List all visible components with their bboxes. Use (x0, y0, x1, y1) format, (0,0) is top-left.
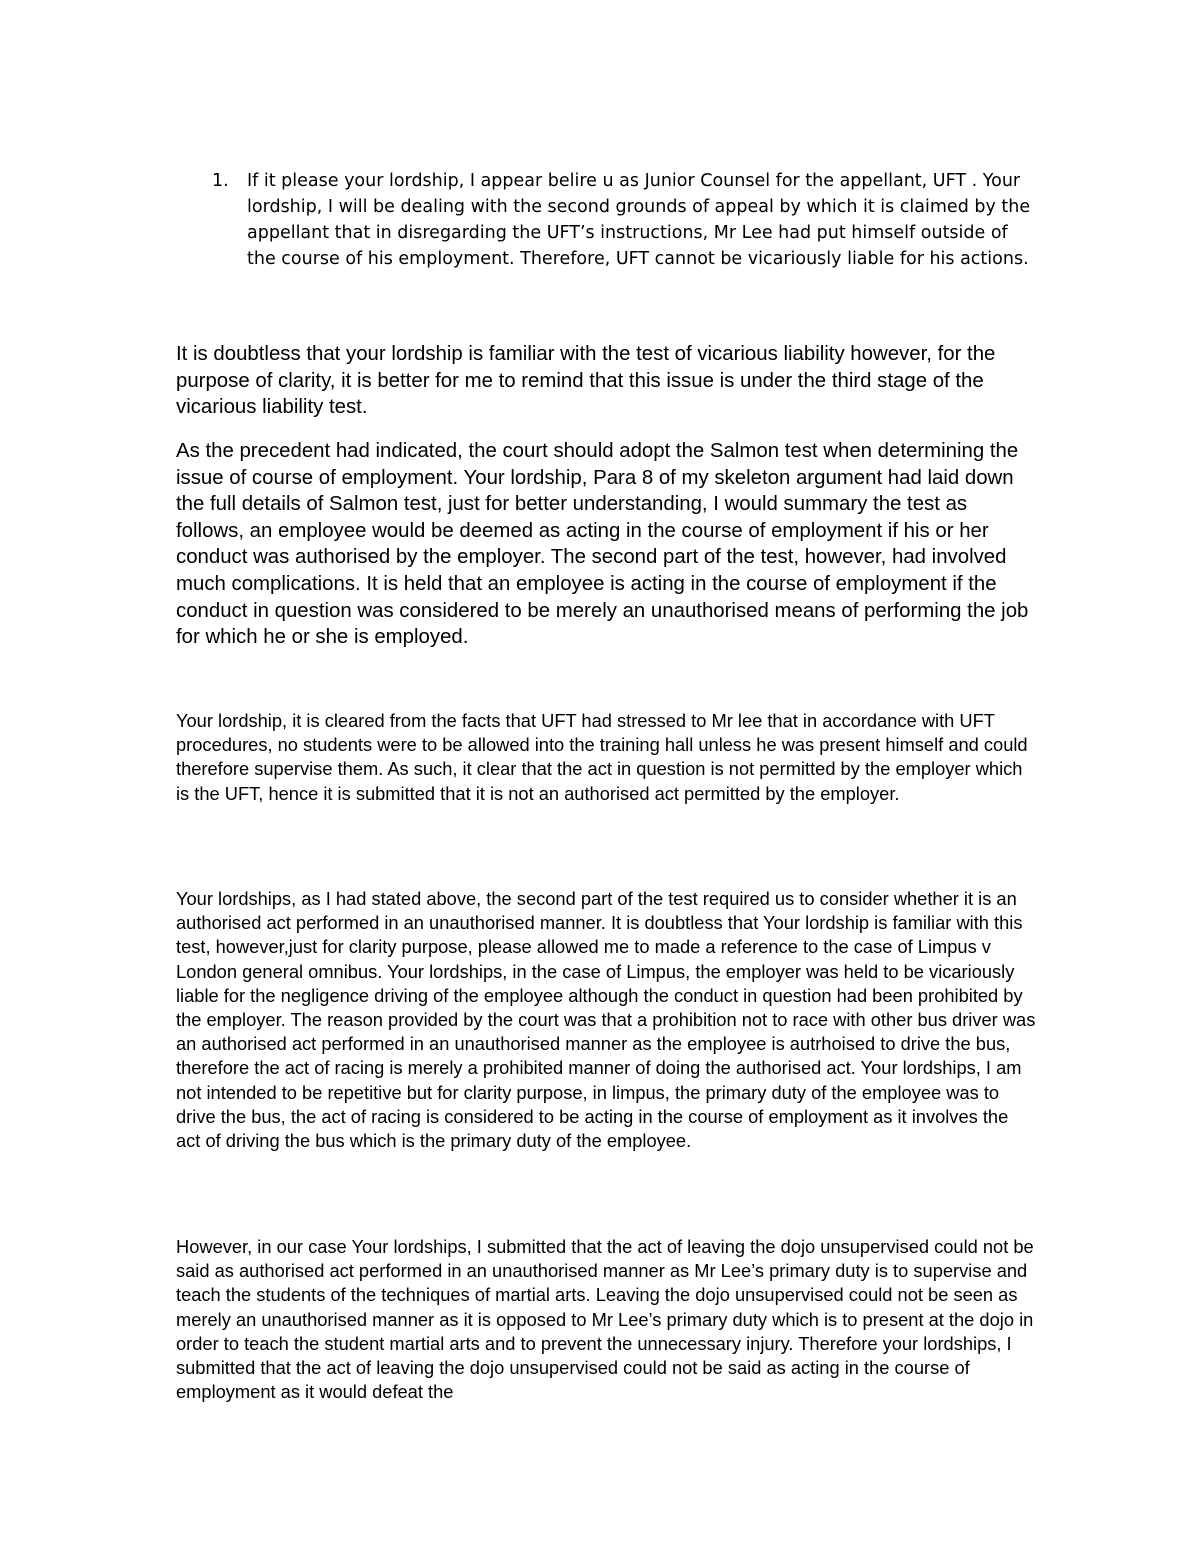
paragraph-uft-procedures: Your lordship, it is cleared from the facts that UFT had stressed to Mr lee that in accordance with UFT procedures, no students were to be allowed into the training hall unless he was present himself and could therefore supervise them. As such, it clear that the act in question is not permitted by the employer which is the UFT, hence it is submitted that it is not an authorised act permitted by the employer. (176, 710, 1028, 804)
paragraph-dojo-unsupervised: However, in our case Your lordships, I submitted that the act of leaving the dojo unsupervised could not be said as authorised act performed in an unauthorised manner as Mr Lee’s primary duty is to supervise and teach the students of the techniques of martial arts. Leaving the dojo unsupervised could not be seen as merely an unauthorised manner as it is opposed to Mr Lee’s primary duty which is to present at the dojo in order to teach the student martial arts and to prevent the unnecessary injury. Therefore your lordships, I submitted that the act of leaving the dojo unsupervised could not be said as acting in the course of employment as it would defeat the (176, 1236, 1034, 1403)
paragraph-vicarious-liability-intro: It is doubtless that your lordship is familiar with the test of vicarious liability however, for the purpose of clarity, it is better for me to remind that this issue is under the third stage of the vicarious liability test. (176, 343, 996, 419)
paragraph-salmon-test: As the precedent had indicated, the court should adopt the Salmon test when determining the issue of course of employment. Your lordship, Para 8 of my skeleton argument had laid down the full details of Salmon test, just for better understanding, I would summary the test as follows, an employee would be deemed as acting in the course of employment if his or her conduct was authorised by the employer. The second part of the test, however, had involved much complications. It is held that an employee is acting in the course of employment if the conduct in question was considered to be merely an unauthorised means of performing the job for which he or she is employed. (176, 440, 1029, 649)
paragraph-limpus-case: Your lordships, as I had stated above, the second part of the test required us to consider whether it is an authorised act performed in an unauthorised manner. It is doubtless that Your lordship is familiar with this test, however,just for clarity purpose, please allowed me to made a reference to the case of Limpus v London general omnibus. Your lordships, in the case of Limpus, the employer was held to be vicariously liable for the negligence driving of the employee although the conduct in question had been prohibited by the employer. The reason provided by the court was that a prohibition not to race with other bus driver was an authorised act performed in an unauthorised manner as the employee is autrhoised to drive the bus, therefore the act of racing is merely a prohibited manner of doing the authorised act. Your lordships, I am not intended to be repetitive but for clarity purpose, in limpus, the primary duty of the employee was to drive the bus, the act of racing is considered to be acting in the course of employment as it involves the act of driving the bus which is the primary duty of the employee. (176, 888, 1036, 1152)
list-item-text: If it please your lordship, I appear belire u as Junior Counsel for the appellant, UFT . Your lordship, I will be dealing with the second grounds of appeal by which it is claimed by the appellant that in disregarding the UFT’s instructions, Mr Lee had put himself outside of the course of his employment. Therefore, UFT cannot be vicariously liable for his actions. (247, 171, 1031, 269)
list-number: 1. (212, 171, 229, 191)
